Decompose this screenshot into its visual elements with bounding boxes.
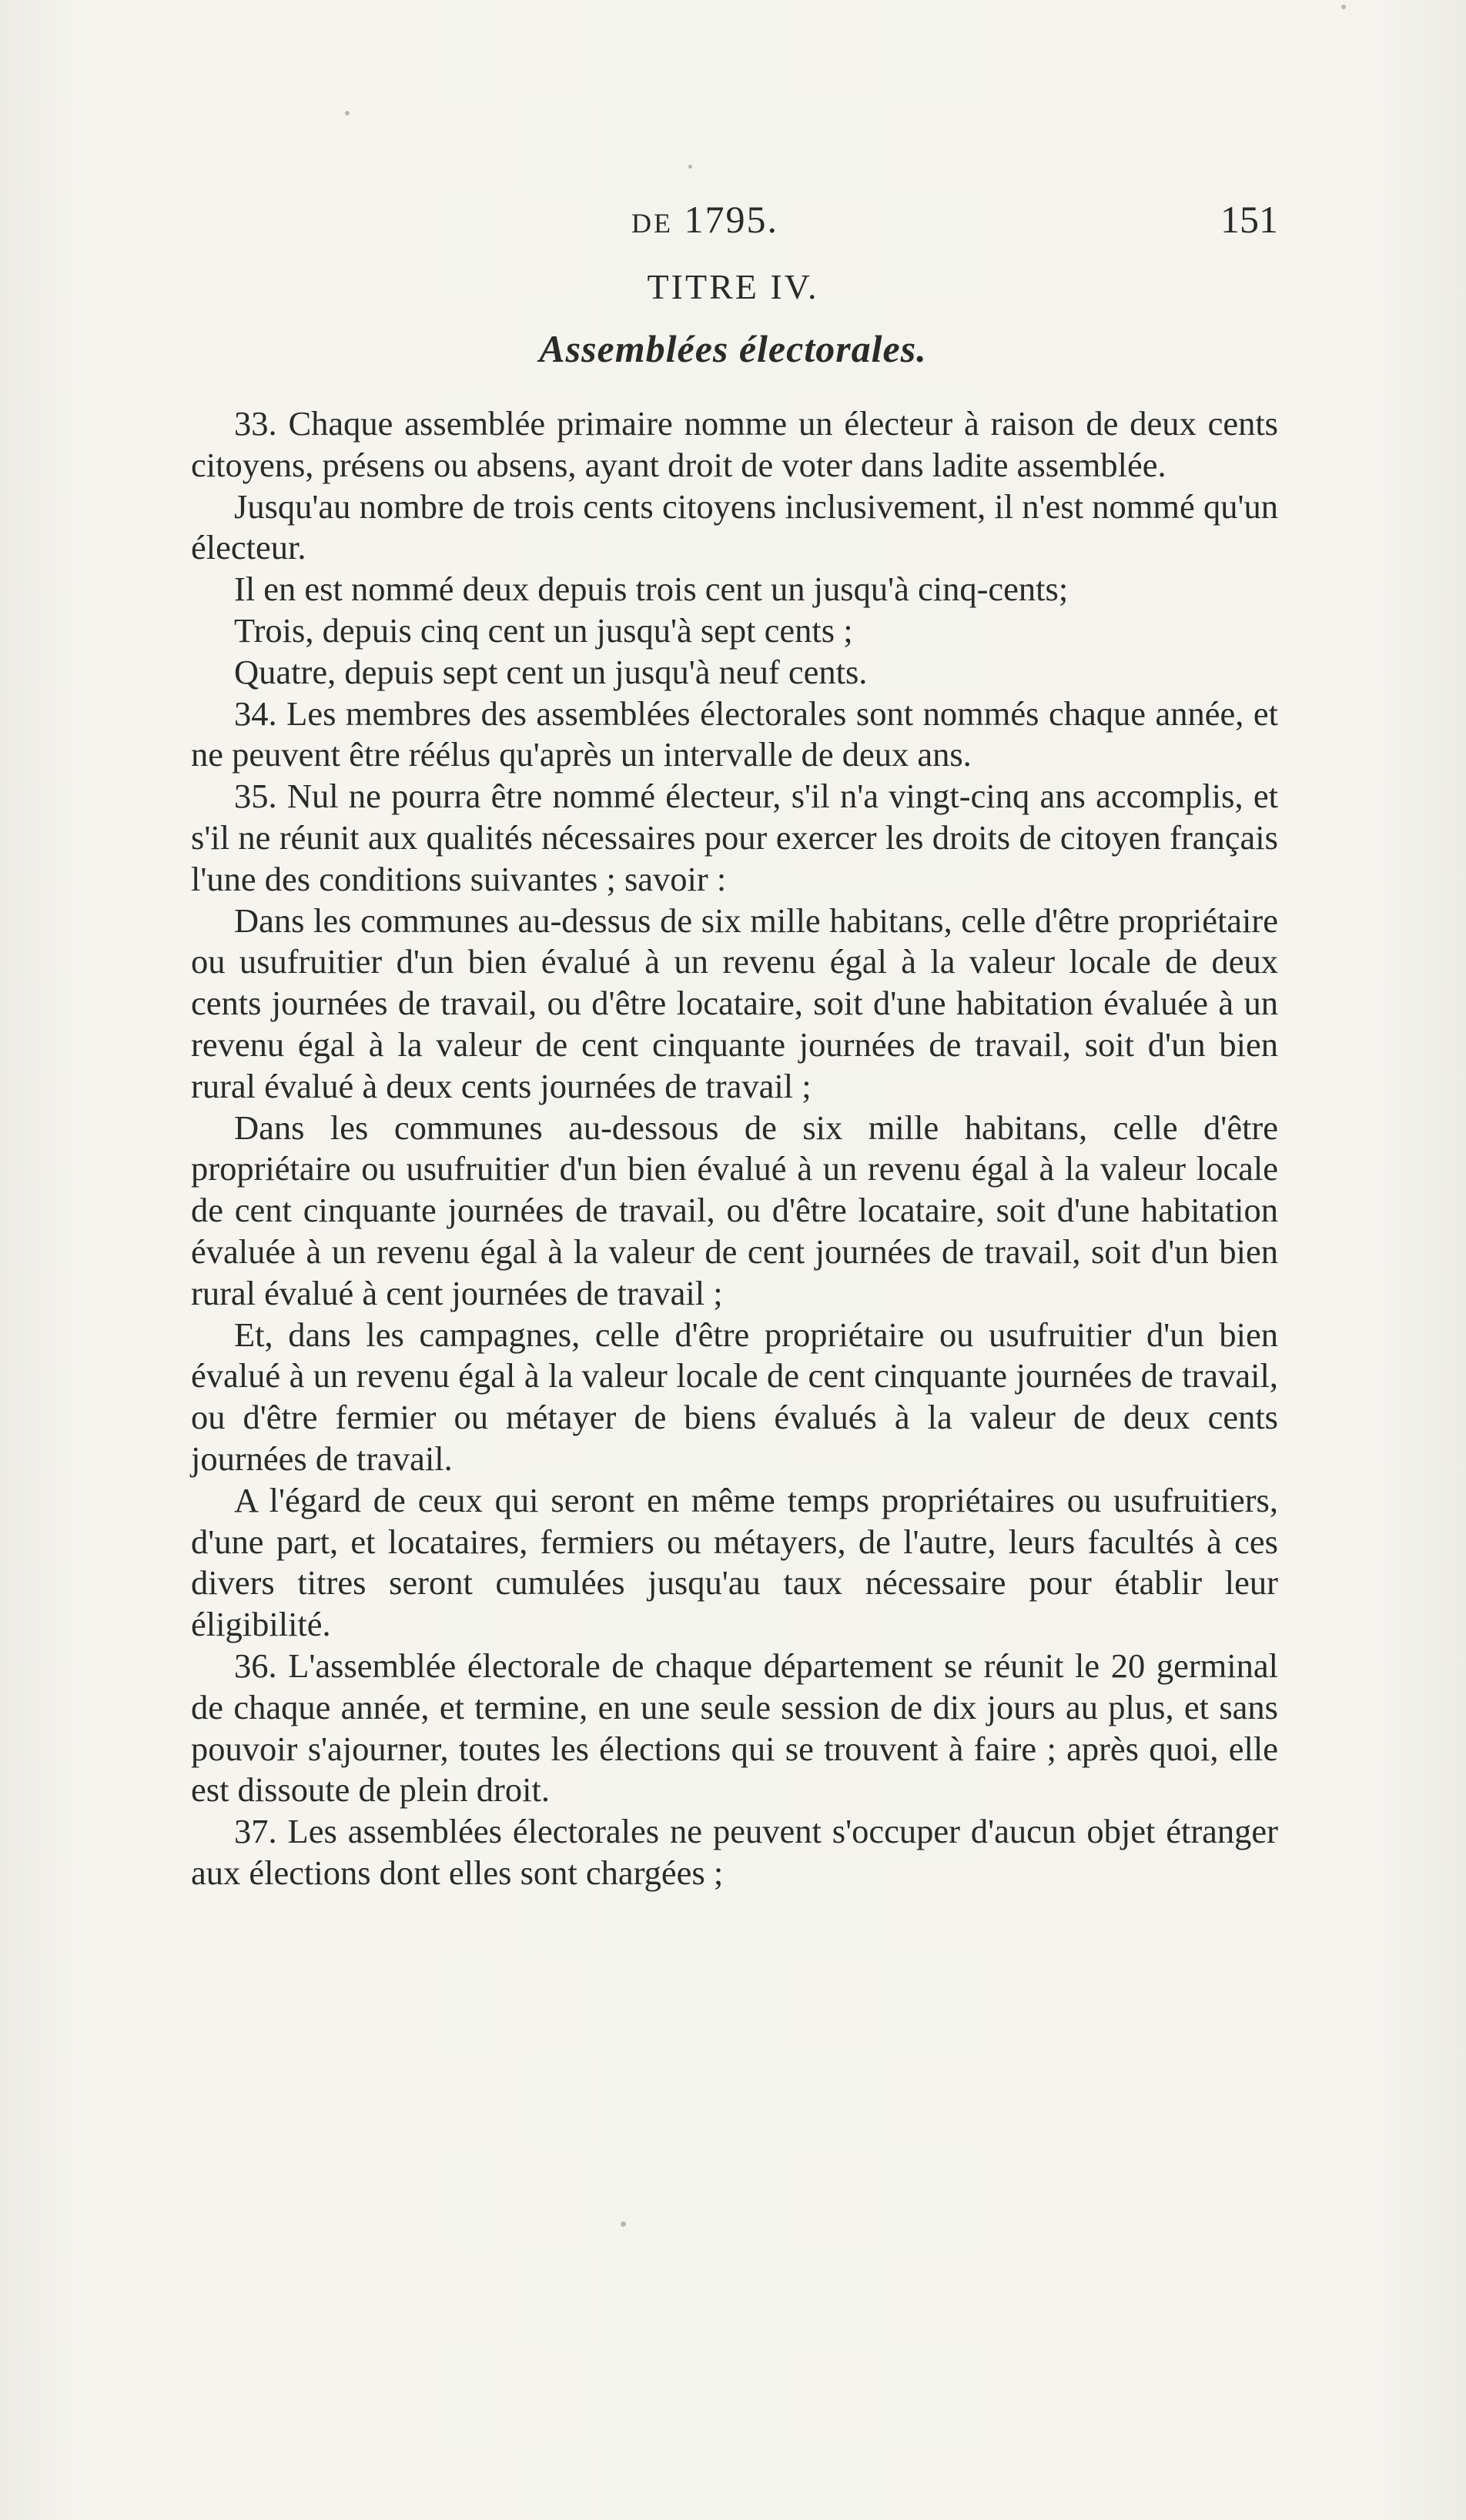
running-head bbox=[631, 197, 1278, 251]
paragraph: Quatre, depuis sept cent un jusqu'à neuf cents. bbox=[234, 652, 868, 691]
page-number: 151 bbox=[1220, 198, 1278, 241]
paragraph: 34. Les membres des assemblées électorales sont nommés chaque année, et ne peuvent être réélus qu'après un intervalle de deux ans. bbox=[191, 694, 1278, 774]
paragraph: A l'égard de ceux qui seront en même temps propriétaires ou usufruitiers, d'une part, et locataires, fermiers ou métayers, de l'autre, leurs facultés à ces divers titres seront cumulées jusqu'au taux nécessaire pour établir leur éligibilité. bbox=[191, 1480, 1278, 1644]
paragraph: Dans les communes au-dessous de six mille habitans, celle d'être propriétaire ou usufruitier d'un bien évalué à un revenu égal à la valeur locale de cent cinquante journées de travail, ou d'être locataire, soit d'une habitation évaluée à un revenu égal à la valeur de cent journées de travail, soit d'un bien rural évalué à cent journées de travail ; bbox=[191, 1108, 1278, 1312]
paragraph: Dans les communes au-dessus de six mille habitans, celle d'être propriétaire ou usufruitier d'un bien évalué à un revenu égal à la valeur locale de deux cents journées de travail, ou d'être locataire, soit d'une habitation évaluée à un revenu égal à la valeur de cent cinquante journées de travail, soit d'un bien rural évalué à deux cents journées de travail ; bbox=[191, 901, 1278, 1105]
paper-speck bbox=[688, 165, 692, 169]
paragraph: Et, dans les campagnes, celle d'être propriétaire ou usufruitier d'un bien évalué à un revenu égal à la valeur locale de cent cinquante journées de travail, ou d'être fermier ou métayer de biens évalués à la valeur de deux cents journées de travail. bbox=[191, 1315, 1278, 1478]
paragraph: Trois, depuis cinq cent un jusqu'à sept cents ; bbox=[234, 610, 853, 650]
paragraph: 33. Chaque assemblée primaire nomme un électeur à raison de deux cents citoyens, présens ou absens, ayant droit de voter dans ladite assemblée. bbox=[191, 404, 1278, 484]
body-text bbox=[191, 403, 1278, 1894]
paragraph: Jusqu'au nombre de trois cents citoyens inclusivement, il n'est nommé qu'un électeur. bbox=[191, 486, 1278, 567]
running-head-prefix: DE bbox=[631, 208, 673, 239]
running-head-left bbox=[631, 197, 778, 242]
section-subtitle: Assemblées électorales. bbox=[539, 327, 927, 370]
paragraph: 36. L'assemblée électorale de chaque département se réunit le 20 germinal de chaque année, et termine, en une seule session de dix jours au plus, et sans pouvoir s'ajourner, toutes les élections qui se trouvent à faire ; après quoi, elle est dissoute de plein droit. bbox=[191, 1646, 1278, 1810]
paper-speck bbox=[621, 2221, 626, 2227]
running-head-year: 1795. bbox=[684, 198, 778, 241]
paper-speck bbox=[345, 111, 350, 115]
paragraph: 35. Nul ne pourra être nommé électeur, s'il n'a vingt-cinq ans accomplis, et s'il ne réunit aux qualités nécessaires pour exercer les droits de citoyen français l'une des conditions suivantes ; savoir : bbox=[191, 777, 1278, 898]
paper-speck bbox=[1341, 5, 1346, 9]
paragraph: 37. Les assemblées électorales ne peuvent s'occuper d'aucun objet étranger aux élections dont elles sont chargées ; bbox=[191, 1812, 1278, 1892]
paragraph: Il en est nommé deux depuis trois cent un jusqu'à cinq-cents; bbox=[234, 570, 1069, 609]
section-title: TITRE IV. bbox=[647, 267, 819, 306]
